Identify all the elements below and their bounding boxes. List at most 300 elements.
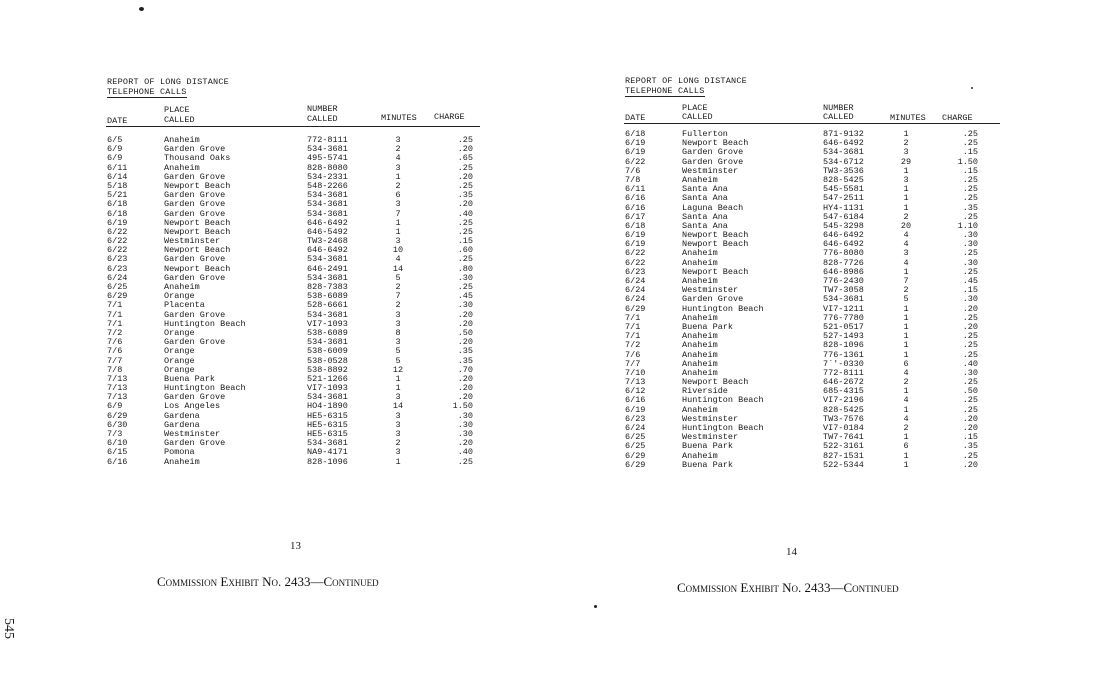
header-place-2: CALLED	[164, 115, 195, 125]
number-cell: 646-6492	[307, 245, 348, 256]
minutes-cell: 1	[903, 349, 909, 360]
minutes-cell: 4	[903, 367, 909, 378]
title-line-2: TELEPHONE CALLS	[107, 87, 187, 97]
number-cell: 521-1266	[307, 373, 348, 384]
place-cell: Pomona	[164, 447, 195, 458]
charge-cell: .20	[962, 413, 978, 424]
place-cell: Anaheim	[682, 312, 718, 323]
place-cell: Garden Grove	[164, 392, 226, 403]
table-row	[625, 442, 997, 451]
date-cell: 6/17	[625, 211, 646, 222]
place-cell: Newport Beach	[164, 217, 231, 228]
number-cell: VI7-1093	[307, 383, 348, 394]
charge-cell: .25	[457, 282, 473, 292]
number-cell: 827-1531	[823, 450, 864, 461]
place-cell: Placenta	[164, 300, 205, 311]
date-cell: 7/1	[107, 300, 123, 311]
number-cell: 646-5492	[307, 226, 348, 237]
charge-cell: .35	[962, 202, 978, 213]
date-cell: 6/5	[107, 135, 123, 145]
place-cell: Anaheim	[682, 331, 718, 342]
charge-cell: .15	[962, 285, 978, 296]
charge-cell: .15	[962, 432, 978, 443]
charge-cell: .25	[457, 217, 473, 228]
number-cell: 534-2331	[307, 171, 348, 182]
table-row	[625, 286, 997, 295]
place-cell: Garden Grove	[164, 272, 226, 283]
table-row	[107, 421, 479, 430]
table-row	[107, 458, 479, 467]
date-cell: 6/23	[625, 266, 646, 277]
place-cell: Santa Ana	[682, 184, 728, 195]
charge-cell: .20	[457, 318, 473, 329]
table-header	[625, 103, 997, 125]
minutes-cell: 1	[903, 321, 909, 332]
table-row	[625, 158, 997, 167]
place-cell: Garden Grove	[164, 144, 226, 155]
table-row	[107, 357, 479, 366]
charge-cell: .65	[457, 153, 473, 164]
charge-cell: .25	[962, 248, 978, 259]
number-cell: 828-1096	[307, 456, 348, 467]
header-date: DATE	[107, 116, 128, 126]
place-cell: Anaheim	[682, 340, 718, 351]
header-place-2: CALLED	[682, 112, 713, 122]
date-cell: 7/7	[107, 355, 123, 366]
place-cell: Huntington Beach	[164, 318, 246, 329]
charge-cell: .25	[457, 180, 473, 191]
number-cell: 776-7780	[823, 312, 864, 323]
date-cell: 7/1	[625, 321, 641, 332]
number-cell: 685-4315	[823, 386, 864, 397]
minutes-cell: 3	[903, 248, 909, 259]
charge-cell: .30	[457, 429, 473, 439]
table-row	[625, 332, 997, 341]
charge-cell: .60	[457, 245, 473, 256]
header-place-1: PLACE	[682, 103, 708, 113]
charge-cell: .40	[962, 358, 978, 369]
place-cell: Newport Beach	[164, 263, 231, 274]
place-cell: Huntington Beach	[682, 303, 764, 314]
place-cell: Anaheim	[682, 276, 718, 286]
table-row	[625, 139, 997, 148]
table-row	[107, 219, 479, 228]
date-cell: 6/9	[107, 144, 123, 155]
number-cell: 828-7726	[823, 257, 864, 268]
date-cell: 7/13	[107, 373, 128, 384]
report-title	[625, 76, 747, 97]
number-cell: 545-5581	[823, 184, 864, 195]
table-row	[107, 311, 479, 320]
number-cell: HO4-1890	[307, 401, 348, 412]
minutes-cell: 1	[395, 171, 401, 182]
number-cell: TW3-7576	[823, 413, 864, 424]
minutes-cell: 1	[903, 331, 909, 342]
number-cell: 646-8986	[823, 266, 864, 277]
date-cell: 6/19	[625, 138, 646, 149]
table-row	[625, 305, 997, 314]
minutes-cell: 1	[903, 340, 909, 351]
date-cell: 6/18	[107, 199, 128, 210]
number-cell: 646-2491	[307, 263, 348, 274]
place-cell: Anaheim	[682, 450, 718, 461]
minutes-cell: 3	[395, 236, 401, 247]
header-place-1: PLACE	[164, 105, 190, 115]
date-cell: 6/24	[625, 285, 646, 296]
number-cell: 776-8080	[823, 248, 864, 259]
place-cell: Westminster	[682, 285, 739, 296]
number-cell: 534-3681	[307, 309, 348, 320]
minutes-cell: 14	[392, 263, 404, 274]
table-row	[625, 323, 997, 332]
page-number: 13	[290, 540, 301, 552]
charge-cell: .15	[962, 165, 978, 176]
table-row	[625, 452, 997, 461]
ink-speck	[139, 7, 144, 11]
minutes-cell: 3	[903, 174, 909, 185]
place-cell: Buena Park	[164, 373, 216, 384]
date-cell: 6/16	[625, 193, 646, 204]
table-row	[625, 378, 997, 387]
table-row	[107, 384, 479, 393]
minutes-cell: 4	[395, 153, 401, 164]
place-cell: Laguna Beach	[682, 202, 744, 213]
minutes-cell: 1	[903, 312, 909, 323]
place-cell: Thousand Oaks	[164, 153, 231, 164]
table-row	[107, 228, 479, 237]
date-cell: 6/19	[625, 404, 646, 415]
minutes-cell: 2	[903, 138, 909, 149]
charge-cell: .25	[962, 184, 978, 195]
date-cell: 7/6	[625, 165, 641, 176]
table-row	[625, 204, 997, 213]
date-cell: 6/12	[625, 386, 646, 397]
minutes-cell: 3	[395, 447, 401, 458]
table-row	[107, 375, 479, 384]
date-cell: 6/22	[625, 156, 646, 167]
charge-cell: .25	[962, 349, 978, 360]
title-line-1: REPORT OF LONG DISTANCE	[107, 77, 229, 87]
table-row	[107, 246, 479, 255]
place-cell: Garden Grove	[164, 208, 226, 219]
minutes-cell: 5	[395, 355, 401, 366]
charge-cell: .30	[457, 410, 473, 421]
place-cell: Buena Park	[682, 441, 734, 452]
date-cell: 6/25	[107, 282, 128, 292]
charge-cell: .40	[457, 447, 473, 458]
number-cell: 547-6184	[823, 211, 864, 222]
date-cell: 6/9	[107, 153, 123, 164]
table-row	[107, 430, 479, 439]
number-cell: 548-2266	[307, 180, 348, 191]
place-cell: Orange	[164, 355, 195, 366]
table-row	[625, 167, 997, 176]
minutes-cell: 4	[903, 239, 909, 250]
date-cell: 7/3	[107, 429, 123, 439]
place-cell: Anaheim	[164, 162, 200, 173]
place-cell: Santa Ana	[682, 211, 728, 222]
number-cell: 646-6492	[823, 239, 864, 250]
header-minutes: MINUTES	[890, 113, 926, 123]
date-cell: 7/7	[625, 358, 641, 369]
number-cell: VI7-1211	[823, 303, 864, 314]
table-row	[107, 136, 479, 145]
table-row	[107, 338, 479, 347]
charge-cell: .15	[457, 236, 473, 247]
table-row	[625, 185, 997, 194]
table-row	[625, 130, 997, 139]
charge-cell: .20	[962, 321, 978, 332]
table-row	[625, 406, 997, 415]
place-cell: Garden Grove	[164, 254, 226, 265]
place-cell: Gardena	[164, 410, 200, 421]
minutes-cell: 4	[903, 413, 909, 424]
table-row	[625, 213, 997, 222]
date-cell: 7/6	[107, 346, 123, 357]
charge-cell: .80	[457, 263, 473, 274]
charge-cell: .20	[457, 309, 473, 320]
place-cell: Garden Grove	[682, 156, 744, 167]
table-row	[107, 173, 479, 182]
place-cell: Newport Beach	[682, 377, 749, 388]
place-cell: Garden Grove	[164, 438, 226, 449]
charge-cell: .25	[962, 395, 978, 406]
place-cell: Garden Grove	[682, 147, 744, 158]
header-number-2: CALLED	[307, 114, 338, 124]
minutes-cell: 7	[395, 208, 401, 219]
table-row	[625, 295, 997, 304]
charge-cell: .25	[457, 226, 473, 237]
charge-cell: .30	[962, 230, 978, 241]
table-row	[625, 249, 997, 258]
charge-cell: .25	[962, 312, 978, 323]
charge-cell: .50	[457, 327, 473, 338]
date-cell: 6/11	[107, 162, 128, 173]
place-cell: Garden Grove	[164, 309, 226, 320]
place-cell: Newport Beach	[164, 245, 231, 256]
date-cell: 6/30	[107, 419, 128, 430]
number-cell: HE5-6315	[307, 419, 348, 430]
date-cell: 6/16	[625, 395, 646, 406]
table-header	[107, 105, 479, 127]
minutes-cell: 1	[903, 459, 909, 470]
date-cell: 6/25	[625, 441, 646, 452]
place-cell: Anaheim	[682, 404, 718, 415]
minutes-cell: 1	[903, 165, 909, 176]
table-row	[625, 341, 997, 350]
table-row	[107, 164, 479, 173]
charge-cell: .25	[457, 135, 473, 145]
place-cell: Anaheim	[682, 349, 718, 360]
number-cell: 534-3681	[307, 208, 348, 219]
header-number-1: NUMBER	[823, 103, 854, 113]
number-cell: VI7-2196	[823, 395, 864, 406]
date-cell: 7/2	[107, 327, 123, 338]
date-cell: 6/14	[107, 171, 128, 182]
charge-cell: .50	[962, 386, 978, 397]
place-cell: Orange	[164, 346, 195, 357]
minutes-cell: 4	[903, 230, 909, 241]
number-cell: 7`'-0330	[823, 358, 864, 369]
date-cell: 6/29	[107, 410, 128, 421]
place-cell: Garden Grove	[164, 199, 226, 210]
table-row	[625, 387, 997, 396]
exhibit-caption: Commission Exhibit No. 2433—Continued	[677, 580, 899, 595]
number-cell: 538-0528	[307, 355, 348, 366]
charge-cell: .25	[962, 377, 978, 388]
page-number: 14	[786, 546, 797, 558]
date-cell: 6/23	[625, 413, 646, 424]
number-cell: 534-3681	[307, 272, 348, 283]
charge-cell: .25	[962, 331, 978, 342]
number-cell: 534-3681	[307, 337, 348, 348]
date-cell: 6/10	[107, 438, 128, 449]
date-cell: 6/22	[107, 226, 128, 237]
minutes-cell: 2	[395, 180, 401, 191]
place-cell: Gardena	[164, 419, 200, 430]
charge-cell: .15	[962, 147, 978, 158]
place-cell: Westminster	[164, 236, 221, 247]
charge-cell: .25	[962, 266, 978, 277]
table-row	[625, 461, 997, 470]
table-row	[107, 320, 479, 329]
minutes-cell: 1	[903, 404, 909, 415]
minutes-cell: 7	[903, 276, 909, 286]
minutes-cell: 3	[395, 410, 401, 421]
charge-cell: .30	[962, 239, 978, 250]
place-cell: Santa Ana	[682, 193, 728, 204]
place-cell: Newport Beach	[164, 180, 231, 191]
place-cell: Los Angeles	[164, 401, 221, 412]
number-cell: TW7-3058	[823, 285, 864, 296]
number-cell: 646-6492	[823, 138, 864, 149]
charge-cell: .30	[457, 419, 473, 430]
title-line-1: REPORT OF LONG DISTANCE	[625, 76, 747, 86]
minutes-cell: 2	[395, 300, 401, 311]
charge-cell: .45	[457, 291, 473, 302]
table-row	[107, 200, 479, 209]
date-cell: 5/18	[107, 180, 128, 191]
place-cell: Fullerton	[682, 129, 728, 139]
date-cell: 6/29	[107, 291, 128, 302]
place-cell: Buena Park	[682, 459, 734, 470]
minutes-cell: 3	[395, 337, 401, 348]
charge-cell: .30	[962, 257, 978, 268]
table-row	[625, 360, 997, 369]
minutes-cell: 10	[392, 245, 404, 256]
minutes-cell: 1	[903, 129, 909, 139]
minutes-cell: 2	[395, 282, 401, 292]
header-rule	[624, 123, 1000, 124]
date-cell: 6/29	[625, 459, 646, 470]
minutes-cell: 1	[395, 456, 401, 467]
charge-cell: 1.10	[957, 220, 978, 231]
minutes-cell: 1	[903, 303, 909, 314]
table-row	[107, 191, 479, 200]
table-row	[625, 268, 997, 277]
charge-cell: .20	[457, 171, 473, 182]
date-cell: 7/1	[625, 331, 641, 342]
minutes-cell: 3	[395, 135, 401, 145]
minutes-cell: 2	[903, 423, 909, 433]
charge-cell: .25	[962, 404, 978, 415]
charge-cell: .25	[962, 211, 978, 222]
charge-cell: .20	[457, 337, 473, 348]
charge-cell: .25	[962, 450, 978, 461]
place-cell: Orange	[164, 327, 195, 338]
table-row	[625, 351, 997, 360]
header-charge: CHARGE	[942, 113, 973, 123]
table-row	[625, 259, 997, 268]
date-cell: 7/8	[107, 364, 123, 375]
table-row	[625, 277, 997, 286]
number-cell: VI7-0184	[823, 423, 864, 433]
place-cell: Anaheim	[164, 456, 200, 467]
table-row	[625, 222, 997, 231]
date-cell: 6/24	[625, 294, 646, 305]
number-cell: HE5-6315	[307, 410, 348, 421]
call-table	[107, 136, 479, 467]
date-cell: 6/22	[107, 245, 128, 256]
minutes-cell: 4	[903, 395, 909, 406]
date-cell: 6/9	[107, 401, 123, 412]
date-cell: 6/18	[625, 220, 646, 231]
charge-cell: .40	[457, 208, 473, 219]
ink-speck	[971, 87, 973, 89]
number-cell: 547-2511	[823, 193, 864, 204]
place-cell: Anaheim	[682, 174, 718, 185]
number-cell: 776-1361	[823, 349, 864, 360]
number-cell: 772-8111	[307, 135, 348, 145]
date-cell: 6/22	[107, 236, 128, 247]
minutes-cell: 2	[903, 377, 909, 388]
table-row	[107, 439, 479, 448]
minutes-cell: 3	[395, 199, 401, 210]
minutes-cell: 1	[903, 386, 909, 397]
place-cell: Westminster	[682, 432, 739, 443]
place-cell: Buena Park	[682, 321, 734, 332]
place-cell: Garden Grove	[164, 337, 226, 348]
date-cell: 6/23	[107, 254, 128, 265]
number-cell: 534-3681	[307, 254, 348, 265]
number-cell: 646-6492	[823, 230, 864, 241]
charge-cell: .70	[457, 364, 473, 375]
minutes-cell: 12	[392, 364, 404, 375]
date-cell: 6/19	[625, 147, 646, 158]
charge-cell: .25	[962, 129, 978, 139]
minutes-cell: 7	[395, 291, 401, 302]
minutes-cell: 4	[395, 254, 401, 265]
date-cell: 7/6	[625, 349, 641, 360]
date-cell: 6/24	[625, 423, 646, 433]
number-cell: 538-6089	[307, 327, 348, 338]
date-cell: 5/21	[107, 190, 128, 201]
minutes-cell: 2	[395, 438, 401, 449]
number-cell: 521-0517	[823, 321, 864, 332]
table-row	[107, 274, 479, 283]
table-row	[107, 448, 479, 457]
place-cell: Orange	[164, 364, 195, 375]
number-cell: 522-5344	[823, 459, 864, 470]
place-cell: Westminster	[682, 165, 739, 176]
minutes-cell: 3	[395, 429, 401, 439]
table-row	[107, 237, 479, 246]
number-cell: HE5-6315	[307, 429, 348, 439]
number-cell: 527-1493	[823, 331, 864, 342]
place-cell: Orange	[164, 291, 195, 302]
table-row	[625, 176, 997, 185]
date-cell: 7/1	[107, 309, 123, 320]
